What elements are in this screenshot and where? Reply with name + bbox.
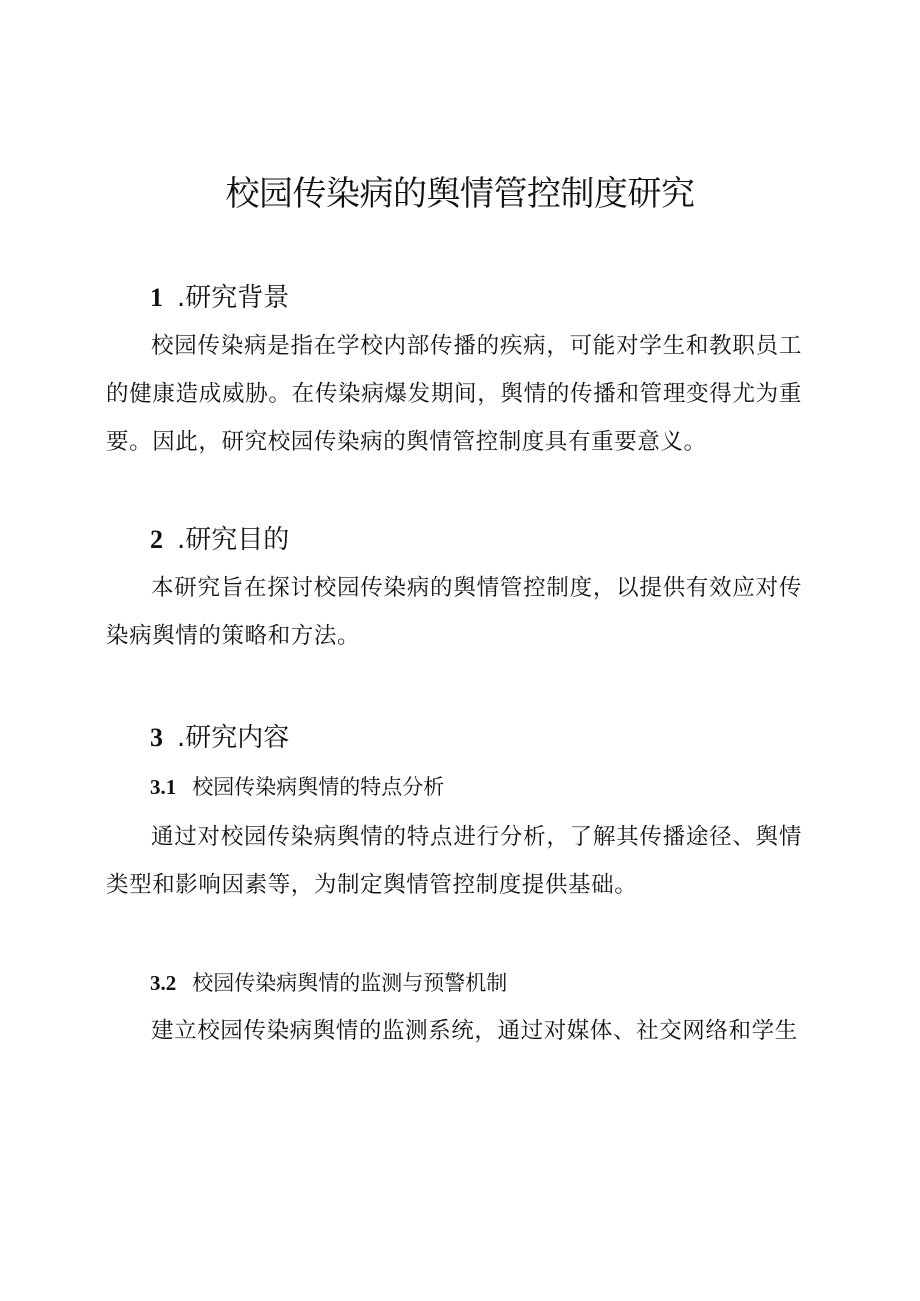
- subsection-3-2-title: 校园传染病舆情的监测与预警机制: [192, 971, 508, 995]
- section-2-title: .研究目的: [177, 525, 290, 555]
- section-1-paragraph: 校园传染病是指在学校内部传播的疾病，可能对学生和教职员工的健康造成威胁。在传染病爆发期间，舆情的传播和管理变得尤为重要。因此，研究校园传染病的舆情管控制度具有重要意义。: [106, 333, 802, 455]
- document-title: 校园传染病的舆情管控制度研究: [225, 174, 695, 214]
- section-1-heading: [150, 280, 289, 316]
- subsection-3-2-number: 3.2: [150, 971, 177, 995]
- subsection-3-1-paragraph: 通过对校园传染病舆情的特点进行分析，了解其传播途径、舆情类型和影响因素等，为制定舆情管控制度提供基础。: [106, 824, 802, 898]
- subsection-3-2-heading: [150, 968, 507, 998]
- section-3-title: .研究内容: [177, 723, 290, 753]
- section-3-number: 3: [150, 723, 163, 752]
- subsection-3-2-paragraph: 建立校园传染病舆情的监测系统，通过对媒体、社交网络和学生: [151, 1018, 798, 1044]
- section-1-number: 1: [150, 283, 163, 312]
- section-1-title: .研究背景: [177, 283, 290, 313]
- section-2-number: 2: [150, 525, 163, 554]
- section-2-paragraph: 本研究旨在探讨校园传染病的舆情管控制度，以提供有效应对传染病舆情的策略和方法。: [106, 575, 802, 649]
- subsection-3-1-number: 3.1: [150, 775, 177, 799]
- subsection-3-1-heading: [150, 772, 444, 802]
- subsection-3-1-title: 校园传染病舆情的特点分析: [192, 775, 445, 799]
- section-3-heading: [150, 720, 289, 756]
- section-2-heading: [150, 522, 289, 558]
